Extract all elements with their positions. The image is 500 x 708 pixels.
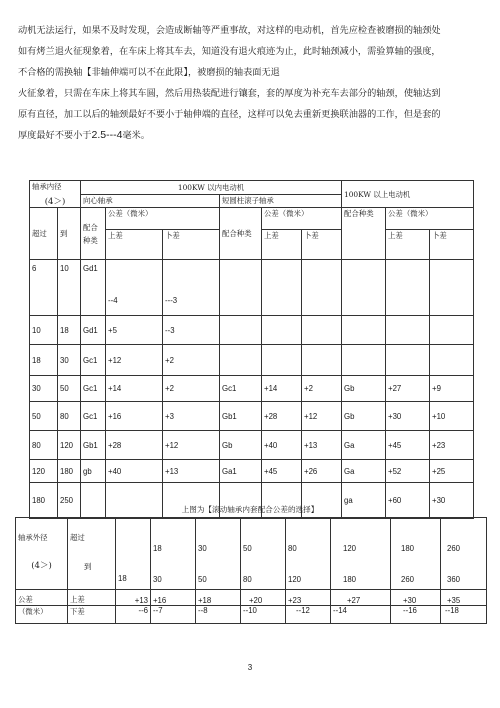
range-over: 18 — [153, 544, 162, 553]
header-to: 到 — [58, 208, 81, 260]
cell-lower: +13 — [163, 460, 220, 483]
header-lower: 下差 — [68, 606, 116, 624]
cell-lower: --6 — [116, 606, 151, 624]
last-line-prefix: 厚度最好不要小于 — [18, 130, 92, 141]
table-caption: 上图为【滚动轴承内套配合公差的选择】 — [181, 505, 319, 514]
cell-lower: +12 — [163, 431, 220, 460]
range-cell — [286, 518, 331, 590]
cell-lower: --3 — [163, 316, 220, 345]
header-upper-2: 上差 — [262, 230, 302, 260]
cell-from: 6 — [30, 260, 58, 316]
cell-upper: +28 — [262, 402, 302, 431]
cell-lower: +2 — [302, 376, 342, 402]
header-lower-3: 卜差 — [430, 230, 474, 260]
cell-fit: gb — [81, 460, 106, 483]
range-to: 120 — [288, 575, 302, 584]
cell-lower: --10 — [241, 606, 286, 624]
cell-fit: Gb1 — [220, 402, 262, 431]
table-row — [16, 590, 487, 606]
range-cell — [241, 518, 286, 590]
cell-upper: +5 — [106, 316, 163, 345]
cell-upper — [262, 260, 302, 316]
header-over: 超过 — [30, 208, 58, 260]
range-over: 260 — [447, 544, 461, 553]
cell-lower: ---3 — [163, 260, 220, 316]
header-over: 超过 — [70, 533, 85, 542]
outer-race-tolerance-table — [15, 517, 487, 624]
cell-fit — [220, 316, 262, 345]
table-row — [16, 606, 487, 624]
cell-fit — [220, 260, 262, 316]
header-upper-3: 上差 — [386, 230, 430, 260]
cell-upper: +27 — [386, 376, 430, 402]
cell-from: 18 — [30, 345, 58, 376]
cell-lower: +25 — [430, 460, 474, 483]
cell-upper: +16 — [151, 590, 196, 606]
header-outer-diameter-label: 轴承外径 — [18, 533, 48, 542]
cell-lower — [430, 260, 474, 316]
range-to: 80 — [243, 575, 252, 584]
table-row — [30, 402, 474, 431]
header-fit-type-1 — [81, 208, 106, 260]
range-over: 30 — [198, 544, 207, 553]
header-tolerance-2: 公差（微米） — [262, 208, 342, 230]
cell-from: 180 — [30, 483, 58, 519]
cell-fit: Gc1 — [81, 402, 106, 431]
inner-race-fit-table — [29, 180, 474, 519]
cell-lower: +10 — [430, 402, 474, 431]
cell-lower: --18 — [441, 606, 487, 624]
cell-fit: Gd1 — [81, 260, 106, 316]
table-row — [30, 460, 474, 483]
cell-to: 250 — [58, 483, 81, 519]
cell-upper: +18 — [196, 590, 241, 606]
cell-fit: Gc1 — [220, 376, 262, 402]
cell-lower: +23 — [430, 431, 474, 460]
cell-lower — [302, 345, 342, 376]
range-to: 180 — [343, 575, 357, 584]
header-to: 到 — [84, 562, 92, 571]
cell-from: 120 — [30, 460, 58, 483]
cell-fit — [342, 316, 386, 345]
header-upper: 上差 — [68, 590, 116, 606]
cell-upper: +52 — [386, 460, 430, 483]
table-row — [30, 431, 474, 460]
cell-upper — [386, 260, 430, 316]
cell-upper: +23 — [286, 590, 331, 606]
thickness-value: 2.5---4 — [91, 129, 123, 141]
paragraph-line: 原有直径，加工以后的轴颈最好不要小于轴伸端的直径，这样可以免去重新更换联油器的工作，但是套的 — [18, 109, 441, 120]
header-unit-label: (4＞) — [44, 197, 66, 207]
cell-upper: +40 — [262, 431, 302, 460]
cell-upper: +12 — [106, 345, 163, 376]
page-number: 3 — [247, 663, 253, 672]
paragraph-last-line — [18, 125, 480, 146]
header-unit-label: (4＞) — [31, 561, 52, 571]
cell-fit: Gb — [342, 376, 386, 402]
range-over: 80 — [288, 544, 297, 553]
range-to: 18 — [118, 574, 127, 583]
header-outer-diameter — [16, 518, 68, 590]
cell-from: 10 — [30, 316, 58, 345]
cell-lower: +30 — [430, 483, 474, 519]
cell-upper: +16 — [106, 402, 163, 431]
cell-fit — [342, 345, 386, 376]
cell-lower: +13 — [302, 431, 342, 460]
cell-lower — [430, 345, 474, 376]
cell-upper — [386, 316, 430, 345]
cell-lower: --14 — [331, 606, 391, 624]
cell-lower: +12 — [302, 402, 342, 431]
cell-fit: Gc1 — [81, 376, 106, 402]
header-over-100kw: 100KW 以上电动机 — [342, 181, 474, 208]
cell-fit: Ga1 — [220, 460, 262, 483]
cell-lower: --8 — [196, 606, 241, 624]
cell-to: 18 — [58, 316, 81, 345]
paragraph-line: 火征象着，只需在车床上将其车圆，然后用热装配进行镶套，套的厚度为补充车去部分的轴颈，使轴达到 — [18, 88, 441, 99]
cell-fit: Gd1 — [81, 316, 106, 345]
cell-from: 30 — [30, 376, 58, 402]
cell-upper: +60 — [386, 483, 430, 519]
cell-upper: +14 — [106, 376, 163, 402]
header-lower-2: 卜差 — [302, 230, 342, 260]
cell-from: 50 — [30, 402, 58, 431]
cell-upper — [262, 316, 302, 345]
range-cell — [151, 518, 196, 590]
range-cell — [116, 518, 151, 590]
cell-to: 120 — [58, 431, 81, 460]
header-upper-1: 上差 — [106, 230, 163, 260]
cell-lower: +2 — [163, 376, 220, 402]
cell-lower — [302, 260, 342, 316]
header-fit-type-3: 配合种类 — [342, 208, 386, 260]
cell-upper: +13 — [116, 590, 151, 606]
header-tolerance-3: 公差（微米） — [386, 208, 474, 230]
cell-fit: ga — [342, 483, 386, 519]
paragraph-line: 动机无法运行，如果不及时发现，会造成断轴等严重事故，对这样的电动机，首先应检查被磨损的轴颈处 — [18, 25, 441, 36]
header-tolerance-1: 公差（微米） — [106, 208, 220, 230]
header-radial-bearing: 向心轴承 — [81, 194, 220, 208]
header-micron: （微米） — [16, 606, 68, 624]
header-roller-bearing: 短圆柱滚子轴承 — [220, 194, 342, 208]
cell-upper: +40 — [106, 460, 163, 483]
header-tolerance: 公差 — [16, 590, 68, 606]
cell-fit: Gb — [220, 431, 262, 460]
cell-lower — [430, 316, 474, 345]
cell-upper: +30 — [386, 402, 430, 431]
cell-lower: +3 — [163, 402, 220, 431]
cell-upper — [262, 345, 302, 376]
range-over: 50 — [243, 544, 252, 553]
header-inner-diameter-label: 轴承内径 — [32, 182, 62, 191]
cell-to: 30 — [58, 345, 81, 376]
last-line-suffix: 毫米。 — [122, 130, 150, 141]
cell-fit: Gc1 — [81, 345, 106, 376]
range-to: 260 — [401, 575, 415, 584]
cell-upper: +27 — [331, 590, 391, 606]
cell-lower: --7 — [151, 606, 196, 624]
cell-fit — [220, 345, 262, 376]
range-cell — [441, 518, 487, 590]
cell-upper — [386, 345, 430, 376]
table-row — [30, 316, 474, 345]
range-cell — [331, 518, 391, 590]
cell-upper: +14 — [262, 376, 302, 402]
header-over-to — [68, 518, 116, 590]
cell-upper: +28 — [106, 431, 163, 460]
cell-fit — [342, 260, 386, 316]
range-cell — [196, 518, 241, 590]
range-over: 120 — [343, 544, 357, 553]
range-cell — [391, 518, 441, 590]
cell-upper: +35 — [441, 590, 487, 606]
header-fit-type-2: 配合种类 — [220, 208, 262, 260]
cell-lower: +2 — [163, 345, 220, 376]
cell-fit: Ga — [342, 431, 386, 460]
cell-lower: +26 — [302, 460, 342, 483]
cell-upper: +30 — [391, 590, 441, 606]
cell-fit: Gb — [342, 402, 386, 431]
range-to: 50 — [198, 575, 207, 584]
fit-type-label: 配合种类 — [83, 222, 98, 245]
paragraph-line: 如有烤兰退火征现象着，在车床上将其车去，知道没有退火痕迹为止，此时轴颈减小，需验算轴的强度， — [18, 46, 441, 57]
cell-upper: +45 — [386, 431, 430, 460]
cell-upper: +20 — [241, 590, 286, 606]
cell-to: 50 — [58, 376, 81, 402]
range-over: 180 — [401, 544, 415, 553]
header-inner-diameter — [30, 181, 81, 208]
cell-from: 80 — [30, 431, 58, 460]
header-under-100kw: 100KW 以内电动机 — [81, 181, 342, 195]
table-row — [30, 345, 474, 376]
range-to: 360 — [447, 575, 461, 584]
cell-lower — [302, 316, 342, 345]
range-to: 30 — [153, 575, 162, 584]
cell-upper: +45 — [262, 460, 302, 483]
cell-to: 80 — [58, 402, 81, 431]
cell-fit: Ga — [342, 460, 386, 483]
cell-fit: Gb1 — [81, 431, 106, 460]
cell-lower: +9 — [430, 376, 474, 402]
table-row — [30, 376, 474, 402]
cell-to: 180 — [58, 460, 81, 483]
cell-lower: --12 — [286, 606, 331, 624]
paragraph-line: 不合格的需换轴【非轴伸端可以不在此限】，被磨损的轴表面无退 — [18, 67, 280, 78]
table-row — [30, 260, 474, 316]
cell-lower: --16 — [391, 606, 441, 624]
cell-upper: --4 — [106, 260, 163, 316]
cell-to: 10 — [58, 260, 81, 316]
body-paragraph — [18, 20, 480, 146]
header-lower-1: 卜差 — [163, 230, 220, 260]
